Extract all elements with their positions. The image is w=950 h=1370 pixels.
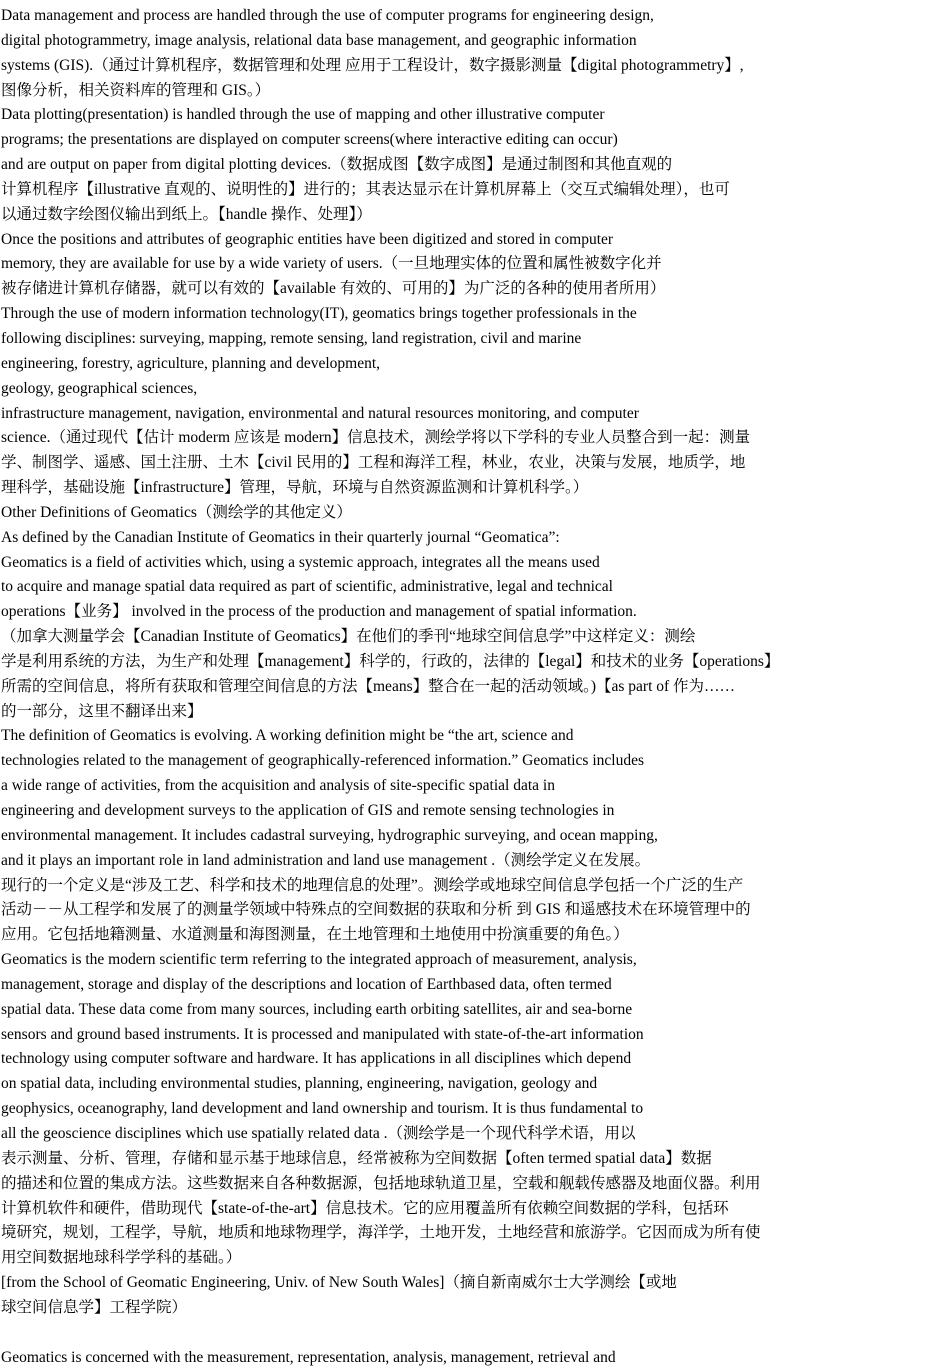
text-line: geophysics, oceanography, land development and land ownership and tourism. It is thus fundamental to	[1, 1100, 644, 1118]
text-line: 以通过数字绘图仪输出到纸上。【handle 操作、处理】）	[1, 205, 372, 223]
text-line: 现行的一个定义是“涉及工艺、科学和技术的地理信息的处理”。测绘学或地球空间信息学包括一个广泛的生产	[1, 876, 744, 894]
text-line: Data management and process are handled through the use of computer programs for engineering design,	[1, 7, 654, 24]
text-line: 球空间信息学】工程学院）	[1, 1298, 188, 1316]
text-line: 用空间数据地球科学学科的基础。）	[1, 1249, 242, 1267]
text-line: 表示测量、分析、管理，存储和显示基于地球信息，经常被称为空间数据【often termed spatial data】数据	[1, 1149, 712, 1167]
text-line: 学、制图学、遥感、国土注册、土木【civil 民用的】工程和海洋工程，林业，农业，决策与发展，地质学，地	[1, 454, 746, 472]
text-line: infrastructure management, navigation, environmental and natural resources monitoring, and computer	[1, 404, 639, 422]
text-line: spatial data. These data come from many sources, including earth orbiting satellites, air and sea-borne	[1, 1000, 633, 1018]
text-line: programs; the presentations are displayed on computer screens(where interactive editing can occur)	[1, 131, 618, 149]
text-line: and it plays an important role in land administration and land use management .（测绘学定义在发展。	[1, 851, 651, 869]
text-line: Once the positions and attributes of geographic entities have been digitized and stored in computer	[1, 230, 614, 248]
text-line: 被存储进计算机存储器，就可以有效的【available 有效的、可用的】为广泛的各种的使用者所用）	[1, 280, 666, 298]
text-line: 学是利用系统的方法，为生产和处理【management】科学的，行政的，法律的【legal】和技术的业务【operations】	[1, 652, 780, 670]
text-line: geology, geographical sciences,	[1, 379, 198, 397]
text-line: to acquire and manage spatial data required as part of scientific, administrative, legal and technical	[1, 578, 613, 596]
document-body	[0, 4, 950, 1370]
text-line: 活动－－从工程学和发展了的测量学领域中特殊点的空间数据的获取和分析 到 GIS 和遥感技术在环境管理中的	[1, 901, 751, 919]
text-line: Geomatics is the modern scientific term referring to the integrated approach of measurement, analysis,	[1, 951, 637, 969]
text-line: sensors and ground based instruments. It is processed and manipulated with state-of-the-art information	[1, 1025, 644, 1043]
text-line: and are output on paper from digital plotting devices.（数据成图【数字成图】是通过制图和其他直观的	[1, 156, 673, 174]
text-line: management, storage and display of the descriptions and location of Earthbased data, often termed	[1, 975, 612, 993]
text-line: 计算机程序【illustrative 直观的、说明性的】进行的；其表达显示在计算机屏幕上（交互式编辑处理），也可	[1, 180, 730, 198]
text-line: memory, they are available for use by a wide variety of users.（一旦地理实体的位置和属性被数字化并	[1, 255, 662, 273]
text-line: engineering and development surveys to the application of GIS and remote sensing technologies in	[1, 802, 615, 819]
text-line: operations【业务】 involved in the process of the production and management of spatial information.	[1, 603, 637, 621]
text-line: （加拿大测量学会【Canadian Institute of Geomatics】在他们的季刊“地球空间信息学”中这样定义：测绘	[1, 628, 696, 646]
text-line: Through the use of modern information technology(IT), geomatics brings together professionals in the	[1, 305, 637, 323]
text-line: engineering, forestry, agriculture, planning and development,	[1, 354, 381, 372]
text-line: 的一部分，这里不翻译出来】	[1, 702, 203, 720]
text-line: 境研究，规划，工程学，导航，地质和地球物理学，海洋学，土地开发，土地经营和旅游学。它因而成为所有使	[1, 1224, 761, 1242]
text-line: Geomatics is a field of activities which, using a systemic approach, integrates all the means used	[1, 553, 600, 571]
text-line: science.（通过现代【估计 moderm 应该是 modern】信息技术，测绘学将以下学科的专业人员整合到一起：测量	[1, 429, 751, 447]
text-line: 的描述和位置的集成方法。这些数据来自各种数据源，包括地球轨道卫星，空载和舰载传感器及地面仪器。利用	[1, 1174, 761, 1192]
text-line: environmental management. It includes cadastral surveying, hydrographic surveying, and ocean mapping,	[1, 826, 658, 844]
text-line: 计算机软件和硬件，借助现代【state-of-the-art】信息技术。它的应用覆盖所有依赖空间数据的学科，包括环	[1, 1199, 729, 1217]
text-line: digital photogrammetry, image analysis, relational data base management, and geographic information	[1, 31, 637, 49]
text-line: Data plotting(presentation) is handled through the use of mapping and other illustrative computer	[1, 106, 605, 124]
text-line: Other Definitions of Geomatics（测绘学的其他定义）	[1, 503, 352, 521]
text-line: following disciplines: surveying, mapping, remote sensing, land registration, civil and marine	[1, 329, 582, 347]
text-line: 所需的空间信息，将所有获取和管理空间信息的方法【means】整合在一起的活动领域。)【as part of 作为……	[1, 677, 736, 695]
text-line: [from the School of Geomatic Engineering, Univ. of New South Wales]（摘自新南威尔士大学测绘【或地	[1, 1274, 677, 1292]
text-line: all the geoscience disciplines which use spatially related data .（测绘学是一个现代科学术语，用以	[1, 1124, 636, 1142]
text-line: As defined by the Canadian Institute of Geomatics in their quarterly journal “Geomatica”:	[1, 528, 560, 546]
text-line: 应用。它包括地籍测量、水道测量和海图测量，在土地管理和土地使用中扮演重要的角色。）	[1, 926, 629, 944]
text-line: Geomatics is concerned with the measurement, representation, analysis, management, retrieval and	[1, 1348, 616, 1366]
text-line: 图像分析，相关资料库的管理和 GIS。）	[1, 81, 271, 99]
text-line: 理科学，基础设施【infrastructure】管理，导航，环境与自然资源监测和计算机科学。）	[1, 479, 589, 497]
text-line: technology using computer software and hardware. It has applications in all disciplines which depend	[1, 1050, 632, 1068]
text-line: technologies related to the management of geographically-referenced information.” Geomatics includes	[1, 752, 644, 770]
text-line: on spatial data, including environmental studies, planning, engineering, navigation, geology and	[1, 1075, 598, 1093]
text-line: a wide range of activities, from the acquisition and analysis of site-specific spatial data in	[1, 777, 555, 795]
text-line	[0, 1321, 950, 1346]
text-line: The definition of Geomatics is evolving. A working definition might be “the art, science and	[1, 727, 574, 745]
text-line: systems (GIS).（通过计算机程序，数据管理和处理 应用于工程设计，数字摄影测量【digital photogrammetry】,	[1, 56, 744, 74]
